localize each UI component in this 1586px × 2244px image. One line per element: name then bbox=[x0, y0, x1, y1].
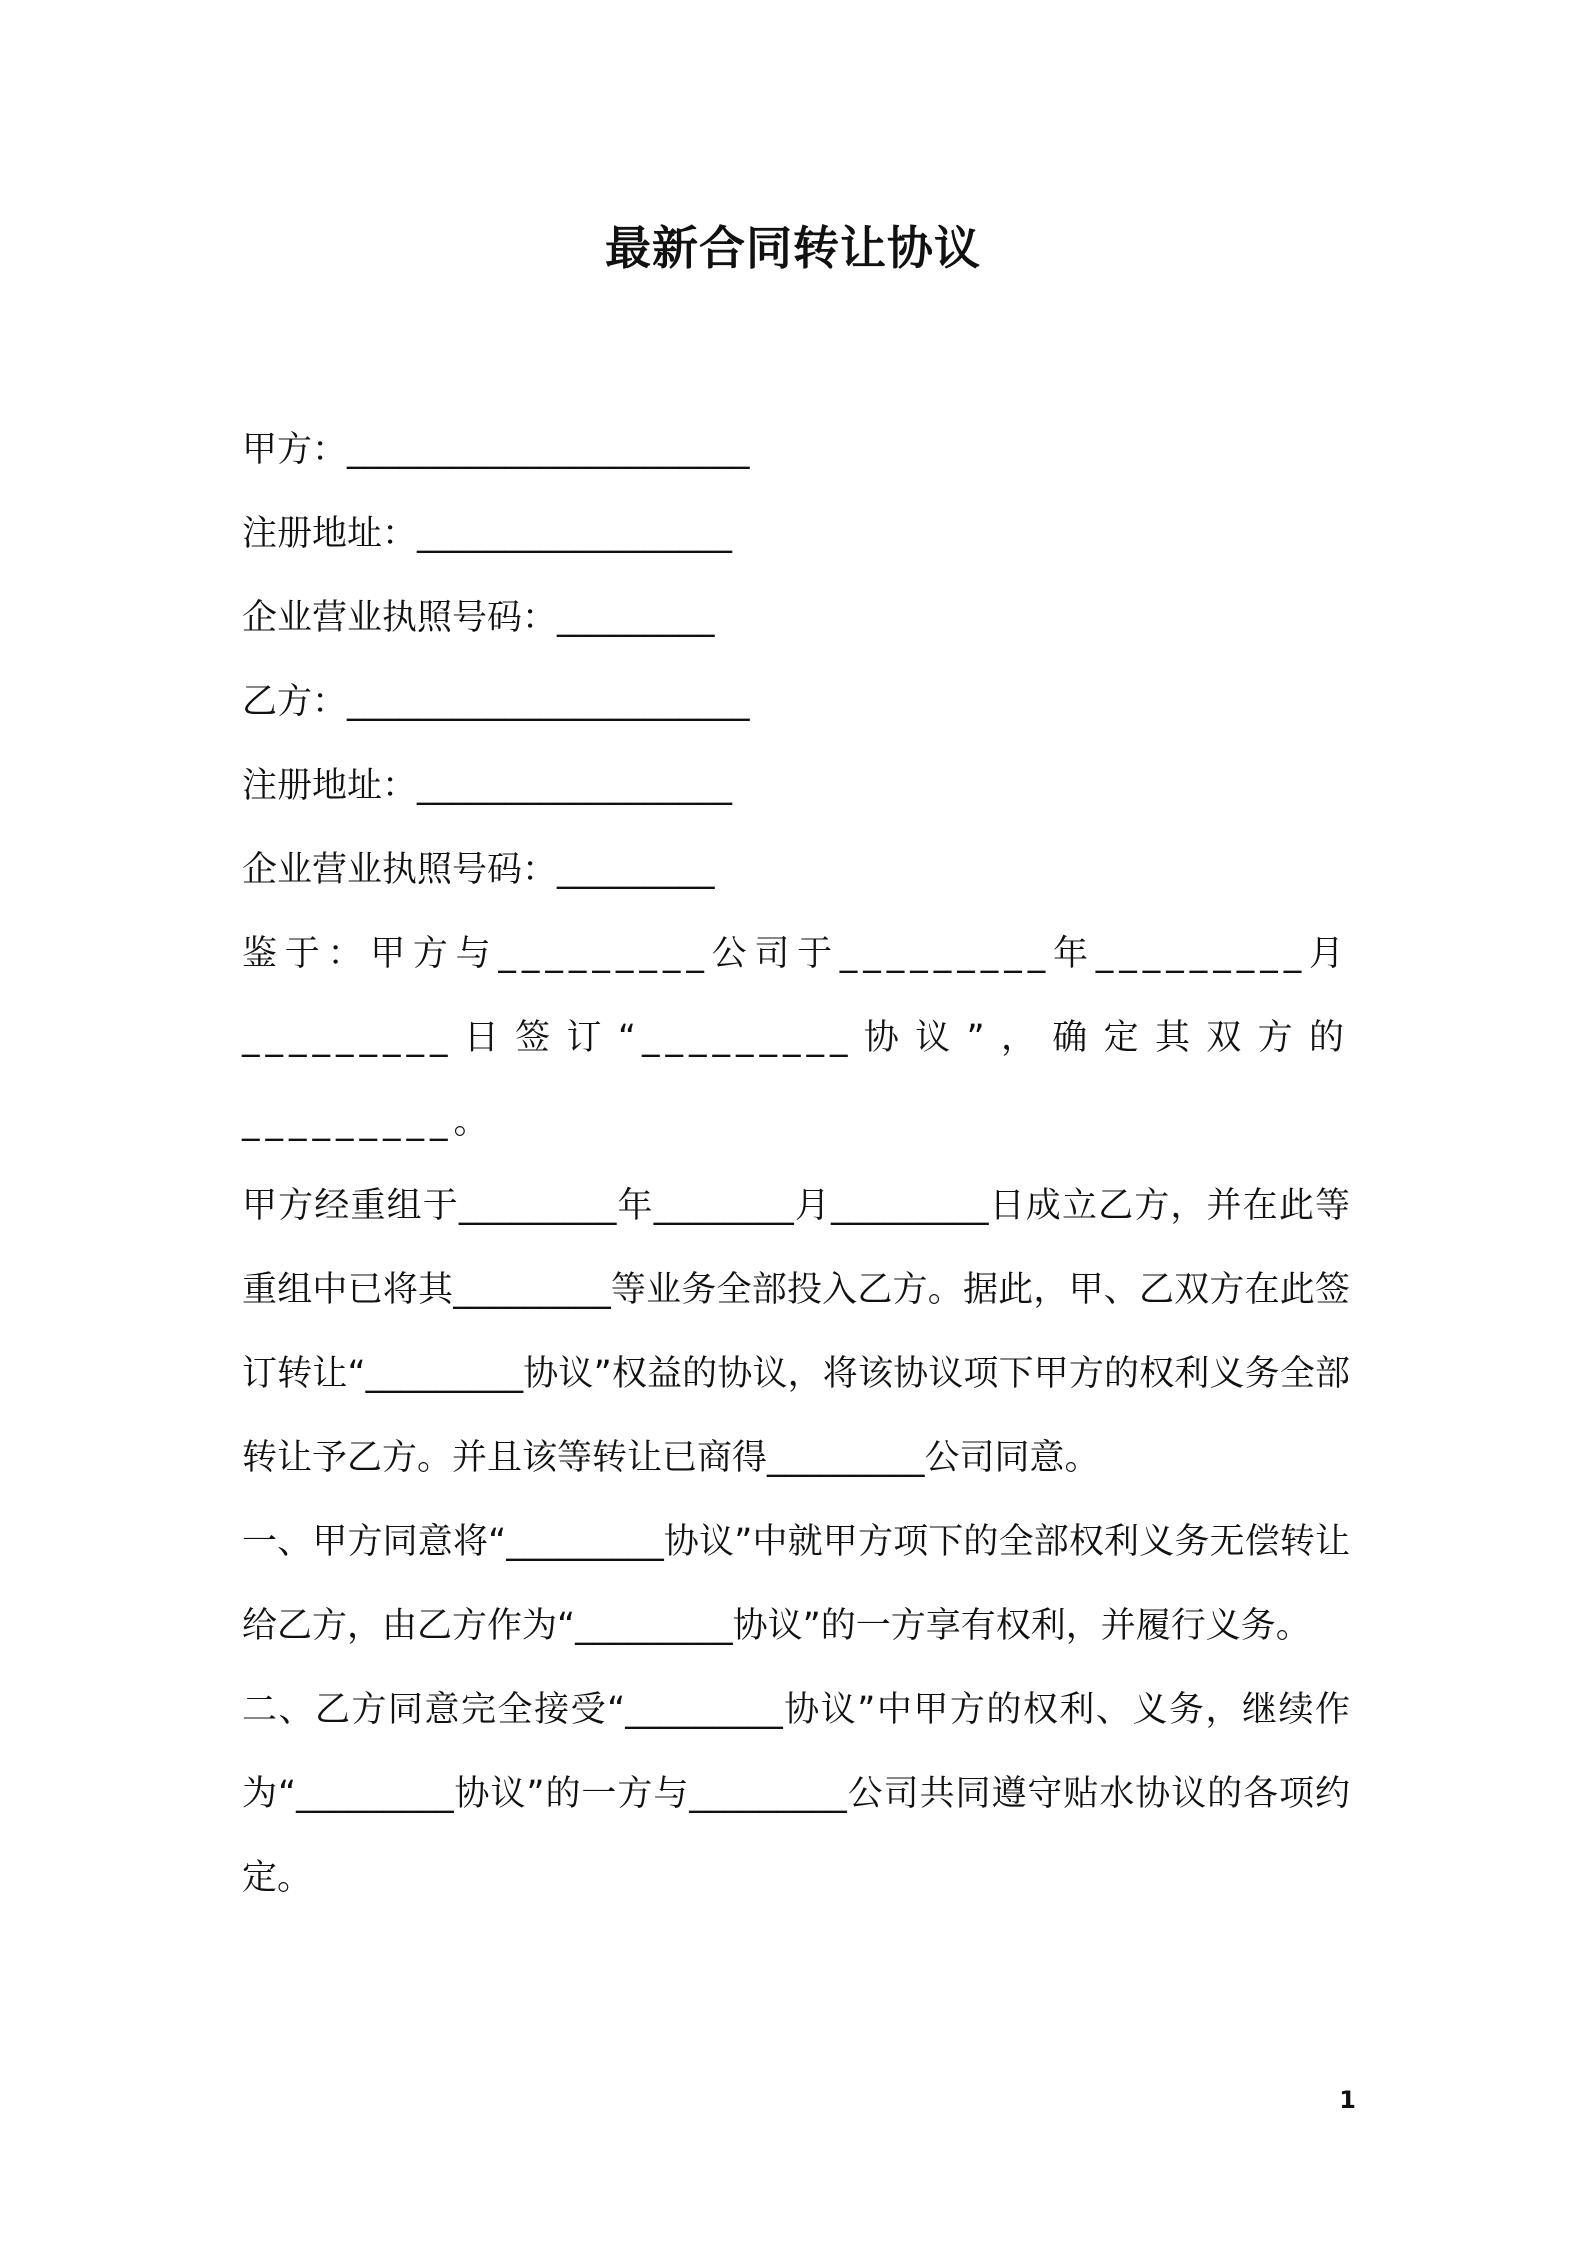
party-b-field: 乙方：_______________________ bbox=[242, 682, 750, 722]
party-b-address-field: 注册地址：__________________ bbox=[242, 766, 733, 806]
document-title: 最新合同转让协议 bbox=[605, 221, 981, 275]
party-a-field: 甲方：_______________________ bbox=[242, 430, 750, 470]
whereas-paragraph: 鉴于：甲方与_________公司于_________年_________月_________日签订“_________协议”，确定其双方的_________。 bbox=[242, 934, 1350, 1142]
party-b-license-field: 企业营业执照号码：_________ bbox=[242, 850, 715, 890]
party-a-license-field: 企业营业执照号码：_________ bbox=[242, 598, 715, 638]
restructuring-paragraph: 甲方经重组于_________年________月_________日成立乙方，并在此等重组中已将其_________等业务全部投入乙方。据此，甲、乙双方在此签订转让“_________协议”权益的协议，将该协议项下甲方的权利义务全部转让予乙方。并且该等转让已商得_________公司同意。 bbox=[242, 1186, 1350, 1478]
party-a-address-field: 注册地址：__________________ bbox=[242, 514, 733, 554]
page-number: 1 bbox=[1339, 2086, 1356, 2114]
clause-two-paragraph: 二、乙方同意完全接受“_________协议”中甲方的权利、义务，继续作为“_________协议”的一方与_________公司共同遵守贴水协议的各项约定。 bbox=[242, 1690, 1350, 1898]
document-body bbox=[242, 408, 1350, 1920]
clause-one-paragraph: 一、甲方同意将“_________协议”中就甲方项下的全部权利义务无偿转让给乙方，由乙方作为“_________协议”的一方享有权利，并履行义务。 bbox=[242, 1522, 1350, 1646]
